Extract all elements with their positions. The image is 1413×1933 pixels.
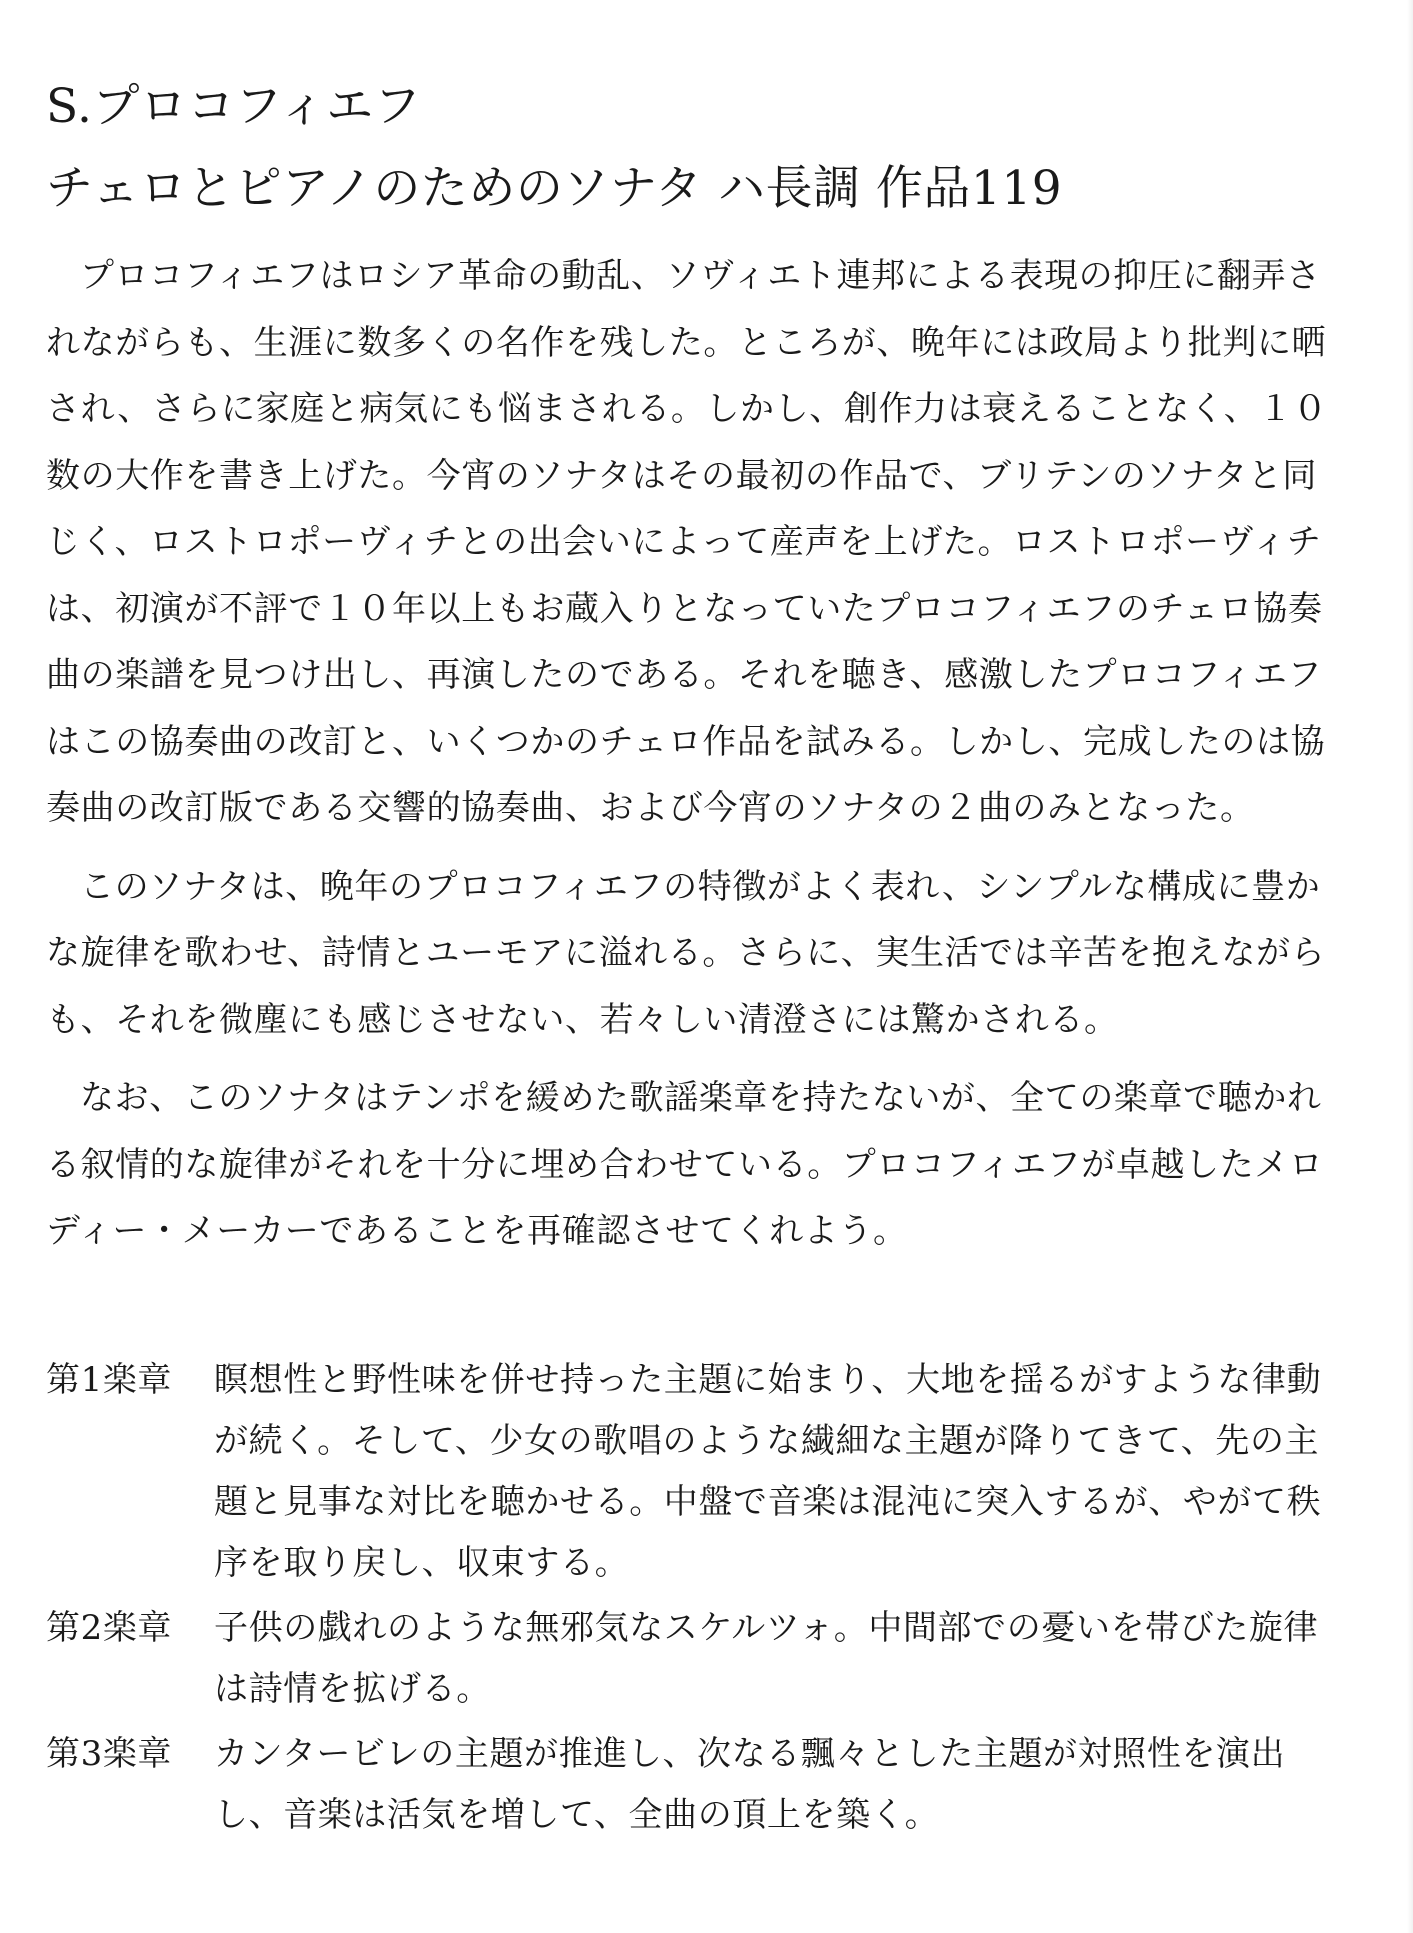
movement-label: 第3楽章 [46, 1734, 173, 1774]
movement-item [46, 1598, 1336, 1720]
movement-description: 子供の戯れのような無邪気なスケルツォ。中間部での憂いを帯びた旋律は詩情を拡げる。 [214, 1608, 1319, 1709]
movement-label: 第1楽章 [46, 1360, 173, 1400]
work-title: チェロとピアノのためのソナタ ハ長調 作品119 [46, 161, 1063, 216]
composer-title: S.プロコフィエフ [46, 79, 422, 134]
movement-description: カンタービレの主題が推進し、次なる飄々とした主題が対照性を演出し、音楽は活気を増して、全曲の頂上を築く。 [214, 1734, 1286, 1835]
movement-list [46, 1350, 1336, 1850]
paragraph: このソナタは、晩年のプロコフィエフの特徴がよく表れ、シンプルな構成に豊かな旋律を歌わせ、詩情とユーモアに溢れる。さらに、実生活では辛苦を抱えながらも、それを微塵にも感じさせない、若々しい清澄さには驚かされる。 [46, 866, 1326, 1040]
movement-item [46, 1724, 1336, 1846]
movement-description: 瞑想性と野性味を併せ持った主題に始まり、大地を揺るがすような律動が続く。そして、少女の歌唱のような繊細な主題が降りてきて、先の主題と見事な対比を聴かせる。中盤で音楽は混沌に突入するが、やがて秩序を取り戻し、収束する。 [214, 1360, 1322, 1583]
paragraph: なお、このソナタはテンポを緩めた歌謡楽章を持たないが、全ての楽章で聴かれる叙情的な旋律がそれを十分に埋め合わせている。プロコフィエフが卓越したメロディー・メーカーであることを再確認させてくれよう。 [46, 1078, 1324, 1251]
movement-item [46, 1350, 1336, 1594]
paragraph: プロコフィエフはロシア革命の動乱、ソヴィエト連邦による表現の抑圧に翻弄されながらも、生涯に数多くの名作を残した。ところが、晩年には政局より批判に晒され、さらに家庭と病気にも悩まされる。しかし、創作力は衰えることなく、１０数の大作を書き上げた。今宵のソナタはその最初の作品で、ブリテンのソナタと同じく、ロストロポーヴィチとの出会いによって産声を上げた。ロストロポーヴィチは、初演が不評で１０年以上もお蔵入りとなっていたプロコフィエフのチェロ協奏曲の楽譜を見つけ出し、再演したのである。それを聴き、感激したプロコフィエフはこの協奏曲の改訂と、いくつかのチェロ作品を試みる。しかし、完成したのは協奏曲の改訂版である交響的協奏曲、および今宵のソナタの２曲のみとなった。 [46, 256, 1328, 828]
body-text [46, 243, 1336, 1277]
title-block [46, 66, 1366, 230]
movement-label: 第2楽章 [46, 1608, 173, 1648]
scan-edge-shadow [1407, 0, 1413, 1933]
